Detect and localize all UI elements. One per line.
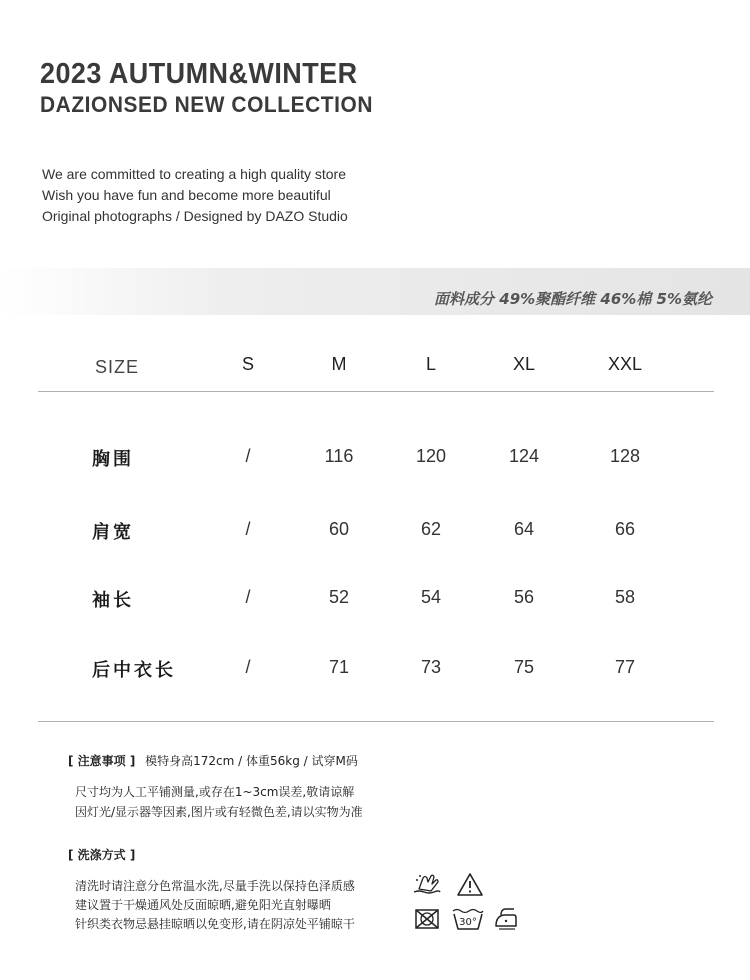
table-cell: 54 bbox=[420, 587, 442, 607]
size-col-m: M bbox=[331, 354, 347, 374]
collection-title: 2023 AUTUMN&WINTER bbox=[40, 58, 358, 90]
table-bottom-rule bbox=[38, 721, 714, 722]
table-cell: 62 bbox=[420, 519, 442, 539]
collection-subtitle: DAZIONSED NEW COLLECTION bbox=[40, 92, 373, 117]
note-line-1: 尺寸均为人工平铺测量,或存在1~3cm误差,敬请谅解 bbox=[75, 785, 355, 799]
washing-line-3: 针织类衣物忌悬挂晾晒以免变形,请在阴凉处平铺晾干 bbox=[75, 917, 355, 931]
table-cell: / bbox=[245, 519, 251, 539]
notes-title: [ 注意事项 ] bbox=[68, 754, 136, 768]
model-info: 模特身高172cm / 体重56kg / 试穿M码 bbox=[145, 754, 358, 768]
iron-icon bbox=[492, 906, 520, 932]
table-cell: 56 bbox=[513, 587, 535, 607]
table-cell: 60 bbox=[328, 519, 350, 539]
hand-wash-icon bbox=[411, 872, 441, 898]
table-cell: 120 bbox=[415, 446, 447, 466]
table-cell: 58 bbox=[614, 587, 636, 607]
washing-line-1: 清洗时请注意分色常温水洗,尽量手洗以保持色泽质感 bbox=[75, 879, 355, 893]
table-cell: / bbox=[245, 446, 251, 466]
table-cell: / bbox=[245, 657, 251, 677]
notes-header bbox=[68, 752, 358, 769]
size-col-l: L bbox=[425, 354, 437, 374]
fabric-composition: 面料成分 49%聚酯纤维 46%棉 5%氨纶 bbox=[434, 290, 712, 308]
table-cell: 73 bbox=[420, 657, 442, 677]
row-label-chest: 胸围 bbox=[92, 449, 134, 470]
table-cell: 124 bbox=[508, 446, 540, 466]
size-header-label: SIZE bbox=[95, 357, 140, 377]
tagline-1: We are committed to creating a high quality store bbox=[42, 166, 347, 182]
table-cell: 52 bbox=[328, 587, 350, 607]
wash-temp-label: 30° bbox=[459, 917, 477, 928]
table-cell: 116 bbox=[324, 446, 354, 466]
size-col-xxl: XXL bbox=[607, 354, 643, 374]
wash-30-icon bbox=[451, 906, 485, 932]
tagline-3: Original photographs / Designed by DAZO Studio bbox=[42, 208, 348, 224]
table-cell: 75 bbox=[513, 657, 535, 677]
table-cell: 77 bbox=[614, 657, 636, 677]
no-tumble-dry-icon bbox=[414, 907, 440, 931]
washing-line-2: 建议置于干燥通风处反面晾晒,避免阳光直射曝晒 bbox=[75, 898, 331, 912]
row-label-sleeve: 袖长 bbox=[92, 590, 134, 611]
tagline-2: Wish you have fun and become more beautiful bbox=[42, 187, 331, 203]
table-cell: 71 bbox=[328, 657, 350, 677]
size-col-xl: XL bbox=[512, 354, 536, 374]
row-label-back-length: 后中衣长 bbox=[92, 660, 176, 681]
washing-title: [ 洗涤方式 ] bbox=[68, 848, 136, 862]
warning-triangle-icon bbox=[456, 872, 484, 897]
note-line-2: 因灯光/显示器等因素,图片或有轻微色差,请以实物为准 bbox=[75, 805, 363, 819]
table-cell: 128 bbox=[609, 446, 641, 466]
table-cell: 66 bbox=[614, 519, 636, 539]
table-cell: / bbox=[245, 587, 251, 607]
size-col-s: S bbox=[241, 354, 255, 374]
row-label-shoulder: 肩宽 bbox=[92, 522, 134, 543]
table-cell: 64 bbox=[513, 519, 535, 539]
table-top-rule bbox=[38, 391, 714, 392]
